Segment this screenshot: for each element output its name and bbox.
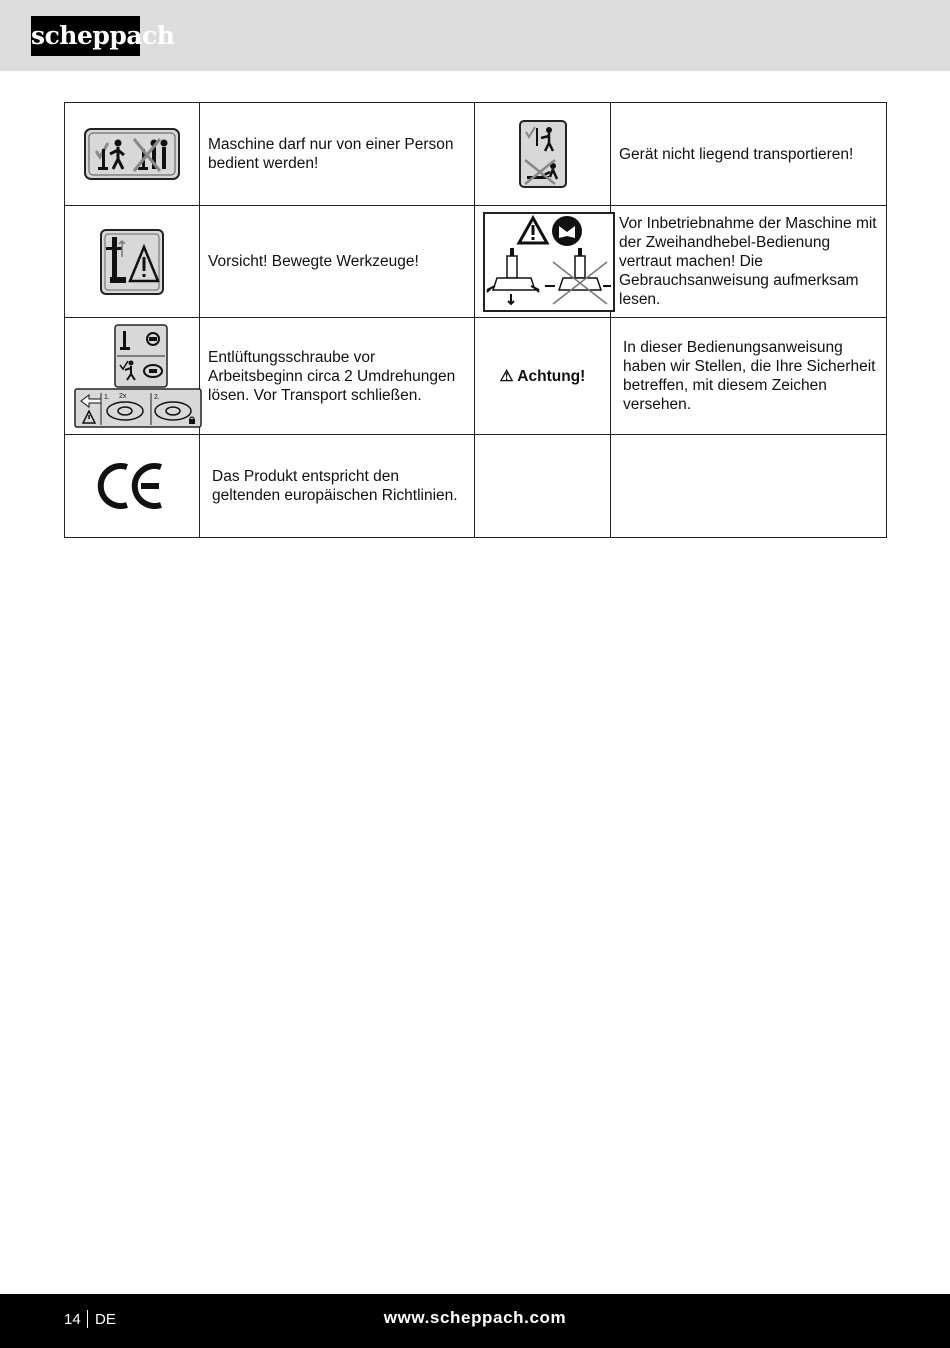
icon-cell xyxy=(65,318,200,435)
ce-mark-icon xyxy=(97,461,167,511)
vent-step2-label: 2. xyxy=(154,394,160,401)
website-url: www.scheppach.com xyxy=(383,1308,567,1327)
table-row xyxy=(65,103,887,206)
one-person-operation-icon xyxy=(84,127,180,181)
symbol-description: Maschine darf nur von einer Person bedient werden! xyxy=(200,103,475,206)
icon-cell xyxy=(475,103,611,206)
table-row xyxy=(65,318,887,435)
symbol-description: In dieser Bedienungsanweisung haben wir Stellen, die Ihre Sicherheit betreffen, mit diesem Zeichen versehen. xyxy=(611,318,887,435)
language-code: DE xyxy=(95,1311,116,1328)
page-number: 14 xyxy=(64,1311,81,1328)
symbol-description: Entlüftungsschraube vor Arbeitsbeginn circa 2 Umdrehungen lösen. Vor Transport schließen. xyxy=(200,318,475,435)
no-lying-transport-icon xyxy=(519,120,567,188)
moving-tools-warning-icon xyxy=(100,229,164,295)
icon-cell xyxy=(65,206,200,318)
vent-screw-icon xyxy=(73,323,203,429)
two-hand-lever-read-manual-icon xyxy=(483,212,615,312)
header-bar xyxy=(0,0,950,71)
achtung-label: ⚠ Achtung! xyxy=(475,318,611,435)
icon-cell xyxy=(475,206,611,318)
table-row xyxy=(65,435,887,538)
empty-cell xyxy=(611,435,887,538)
icon-cell xyxy=(65,435,200,538)
symbol-description: Das Produkt entspricht den geltenden europäischen Richtlinien. xyxy=(200,435,475,538)
symbol-description: Vor Inbetriebnahme der Maschine mit der Zweihandhebel-Bedienung vertraut machen! Die Gebrauchsanweisung aufmerksam lesen. xyxy=(611,206,887,318)
empty-cell xyxy=(475,435,611,538)
scheppach-logo: scheppach xyxy=(31,16,140,56)
vent-step1-label: 1. xyxy=(104,394,110,401)
symbol-description: Vorsicht! Bewegte Werkzeuge! xyxy=(200,206,475,318)
footer-bar xyxy=(0,1294,950,1348)
icon-cell xyxy=(65,103,200,206)
symbols-table xyxy=(64,102,887,538)
table-row xyxy=(65,206,887,318)
vent-turns-label: 2x xyxy=(119,393,127,400)
symbol-description: Gerät nicht liegend transportieren! xyxy=(611,103,887,206)
